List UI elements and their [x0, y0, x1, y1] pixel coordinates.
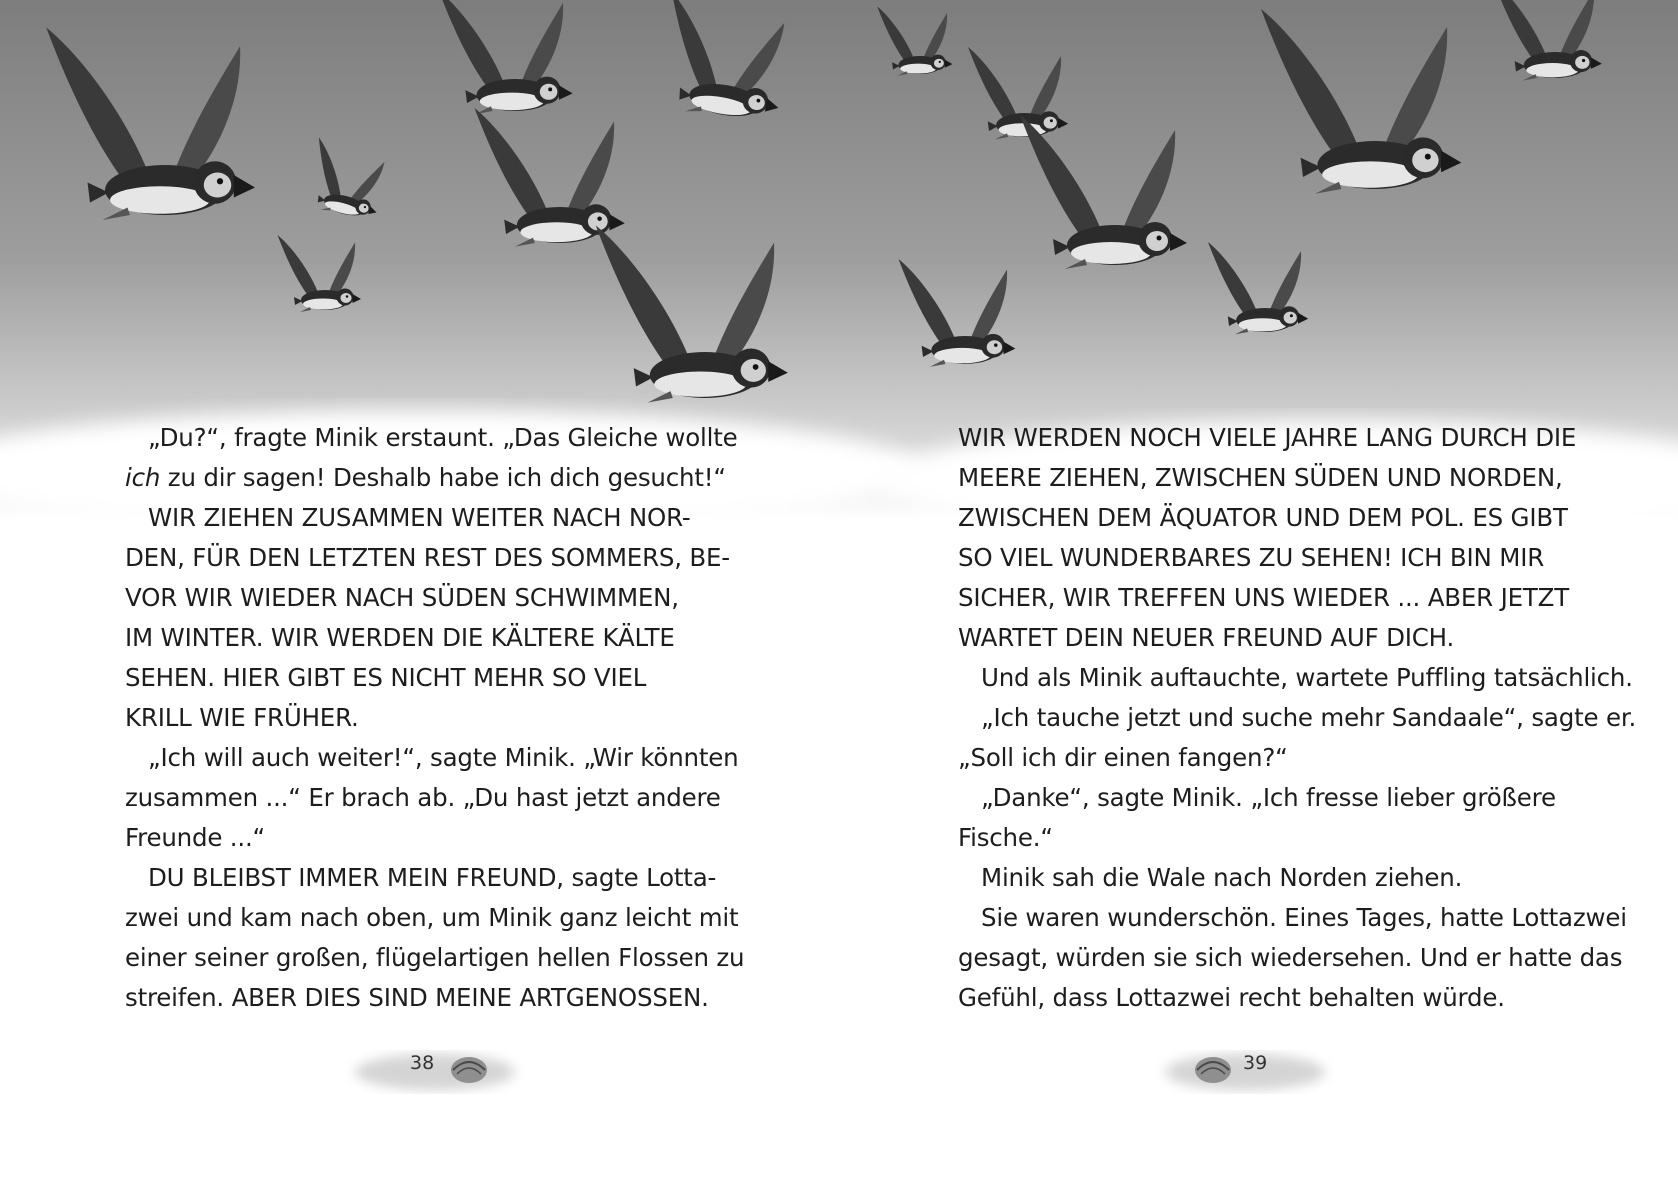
- emphasis-word: ich: [125, 463, 161, 492]
- text-line: zusammen ...“ Er brach ab. „Du hast jetzt andere: [125, 783, 721, 812]
- text-line: „Danke“, sagte Minik. „Ich fresse lieber größere: [981, 783, 1556, 812]
- text-line: gesagt, würden sie sich wiedersehen. Und er hatte das: [958, 943, 1623, 972]
- right-page-text: [958, 418, 1637, 1018]
- text-line: Freunde ...“: [125, 823, 266, 852]
- page-number-right: 39: [1243, 1052, 1268, 1074]
- text-line: Gefühl, dass Lottazwei recht behalten würde.: [958, 983, 1505, 1012]
- text-line: MEERE ZIEHEN, ZWISCHEN SÜDEN UND NORDEN,: [958, 463, 1563, 492]
- text-line-continuation: zu dir sagen! Deshalb habe ich dich gesucht!“: [160, 463, 726, 492]
- footer-shell-decoration: [345, 1040, 525, 1100]
- text-line: VOR WIR WIEDER NACH SÜDEN SCHWIMMEN,: [125, 583, 679, 612]
- text-line: „Ich will auch weiter!“, sagte Minik. „Wir könnten: [148, 743, 739, 772]
- shell-icon: [451, 1057, 487, 1083]
- text-line: DU BLEIBST IMMER MEIN FREUND, sagte Lotta-: [148, 863, 717, 892]
- text-line: SO VIEL WUNDERBARES ZU SEHEN! ICH BIN MIR: [958, 543, 1545, 572]
- text-line: Und als Minik auftauchte, wartete Puffling tatsächlich.: [981, 663, 1633, 692]
- left-page-text: [125, 418, 745, 1018]
- text-line: einer seiner großen, flügelartigen hellen Flossen zu: [125, 943, 745, 972]
- text-line: Minik sah die Wale nach Norden ziehen.: [981, 863, 1463, 892]
- text-line: „Du?“, fragte Minik erstaunt. „Das Gleiche wollte: [148, 423, 738, 452]
- page-number-left: 38: [410, 1052, 435, 1074]
- text-line: ZWISCHEN DEM ÄQUATOR UND DEM POL. ES GIBT: [958, 503, 1568, 532]
- text-line: streifen. ABER DIES SIND MEINE ARTGENOSSEN.: [125, 983, 709, 1012]
- text-line: SICHER, WIR TREFFEN UNS WIEDER ... ABER JETZT: [958, 583, 1570, 612]
- text-line: Fische.“: [958, 823, 1053, 852]
- shell-icon: [1195, 1057, 1231, 1083]
- text-line: WIR ZIEHEN ZUSAMMEN WEITER NACH NOR-: [148, 503, 691, 532]
- text-line: SEHEN. HIER GIBT ES NICHT MEHR SO VIEL: [125, 663, 647, 692]
- text-line: WIR WERDEN NOCH VIELE JAHRE LANG DURCH DIE: [958, 423, 1577, 452]
- text-line: WARTET DEIN NEUER FREUND AUF DICH.: [958, 623, 1455, 652]
- text-line: „Soll ich dir einen fangen?“: [958, 743, 1288, 772]
- text-line: zwei und kam nach oben, um Minik ganz leicht mit: [125, 903, 739, 932]
- text-line: Sie waren wunderschön. Eines Tages, hatte Lottazwei: [981, 903, 1627, 932]
- text-line: [125, 458, 726, 498]
- text-line: KRILL WIE FRÜHER.: [125, 703, 359, 732]
- text-line: „Ich tauche jetzt und suche mehr Sandaale“, sagte er.: [981, 703, 1637, 732]
- text-line: DEN, FÜR DEN LETZTEN REST DES SOMMERS, BE-: [125, 543, 730, 572]
- text-line: IM WINTER. WIR WERDEN DIE KÄLTERE KÄLTE: [125, 623, 675, 652]
